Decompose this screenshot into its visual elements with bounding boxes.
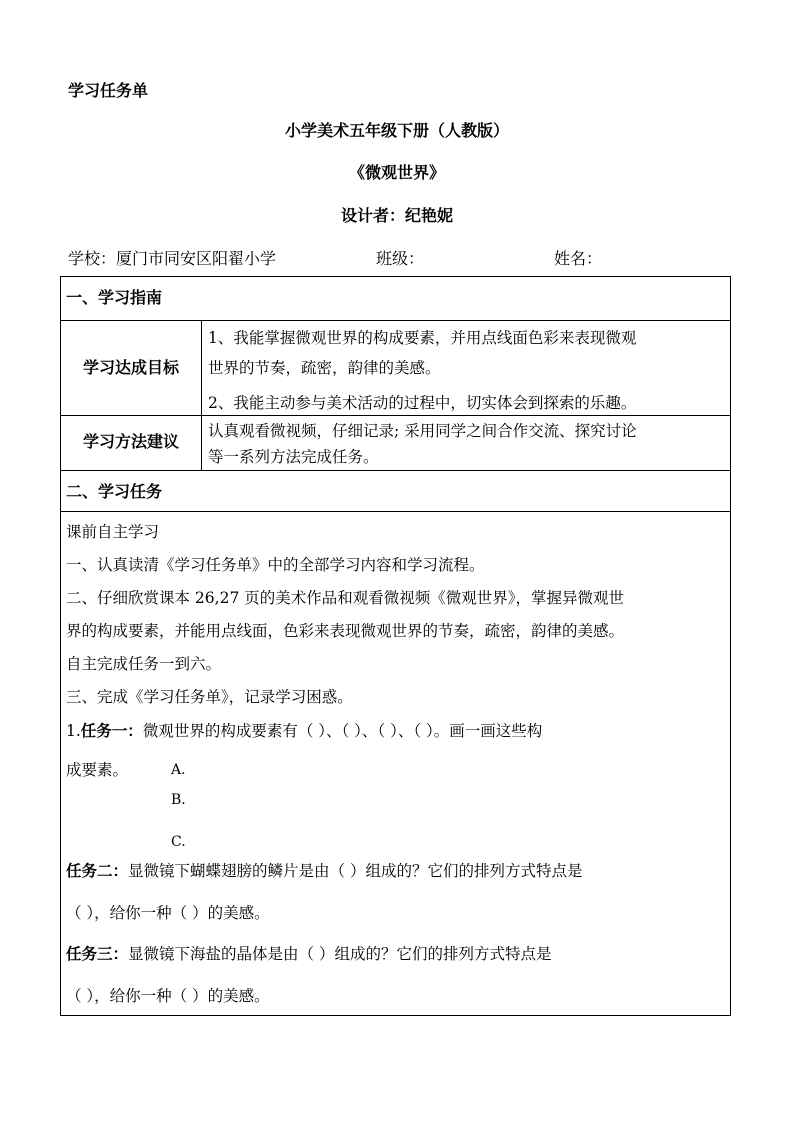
task2-text: 显微镜下蝴蝶翅膀的鳞片是由（ ）组成的？它们的排列方式特点是	[128, 862, 583, 880]
option-b: B.	[171, 792, 186, 808]
designer-line: 设计者：纪艳妮	[340, 206, 453, 225]
method-label: 学习方法建议	[82, 432, 179, 451]
task3-text: 显微镜下海盐的晶体是由（ ）组成的？它们的排列方式特点是	[128, 945, 552, 963]
class-field: 班级：	[376, 249, 425, 268]
body-line: 界的构成要素，并能用点线面，色彩来表现微观世界的节奏，疏密，韵律的美感。	[66, 622, 625, 640]
table-rule	[61, 320, 730, 321]
task3-line2: （ ），给你一种（ ）的美感。	[66, 987, 270, 1005]
task3-line	[66, 940, 551, 968]
document-label: 学习任务单	[68, 81, 149, 100]
task2-line2: （ ），给你一种（ ）的美感。	[66, 904, 270, 922]
section-heading-guide: 一、学习指南	[66, 288, 163, 307]
document-title: 小学美术五年级下册（人教版）	[284, 121, 509, 140]
body-line: 二、仔细欣赏课本 26,27 页的美术作品和观看微视频《微观世界》，掌握异微观世	[66, 589, 624, 607]
goal-line: 世界的节奏，疏密，韵律的美感。	[208, 359, 441, 377]
body-line: 三、完成《学习任务单》，记录学习困惑。	[66, 688, 353, 706]
table-rule	[61, 470, 730, 471]
option-c: C.	[171, 834, 186, 850]
name-field: 姓名：	[554, 249, 603, 268]
task1-line2: 成要素。	[66, 761, 129, 779]
task2-line	[66, 857, 582, 885]
body-line: 自主完成任务一到六。	[66, 655, 222, 673]
body-line: 课前自主学习	[66, 523, 160, 541]
task1-text: 微观世界的构成要素有（ ）、（ ）、（ ）、（ ）。画一画这些构	[142, 722, 543, 740]
goal-line: 2、我能主动参与美术活动的过程中，切实体会到探索的乐趣。	[208, 394, 637, 412]
task2-label: 任务二：	[66, 861, 129, 880]
table-column-rule	[201, 320, 202, 470]
task3-label: 任务三：	[66, 944, 129, 963]
body-line: 一、认真读清《学习任务单》中的全部学习内容和学习流程。	[66, 556, 485, 574]
goal-label: 学习达成目标	[82, 358, 179, 377]
table-rule	[61, 511, 730, 512]
task1-label: 任务一：	[80, 721, 143, 740]
task1-line	[66, 717, 542, 745]
goal-line: 1、我能掌握微观世界的构成要素，并用点线面色彩来表现微观	[208, 329, 637, 347]
section-heading-tasks: 二、学习任务	[66, 482, 163, 501]
task1-number: 1.	[66, 722, 81, 740]
task-table	[60, 276, 731, 1016]
lesson-title: 《微观世界》	[348, 163, 445, 182]
method-line: 等一系列方法完成任务。	[208, 448, 379, 466]
method-line: 认真观看微视频，仔细记录; 采用同学之间合作交流、探究讨论	[208, 422, 637, 440]
school-field: 学校：厦门市同安区阳翟小学	[68, 249, 277, 268]
option-a: A.	[171, 762, 186, 778]
